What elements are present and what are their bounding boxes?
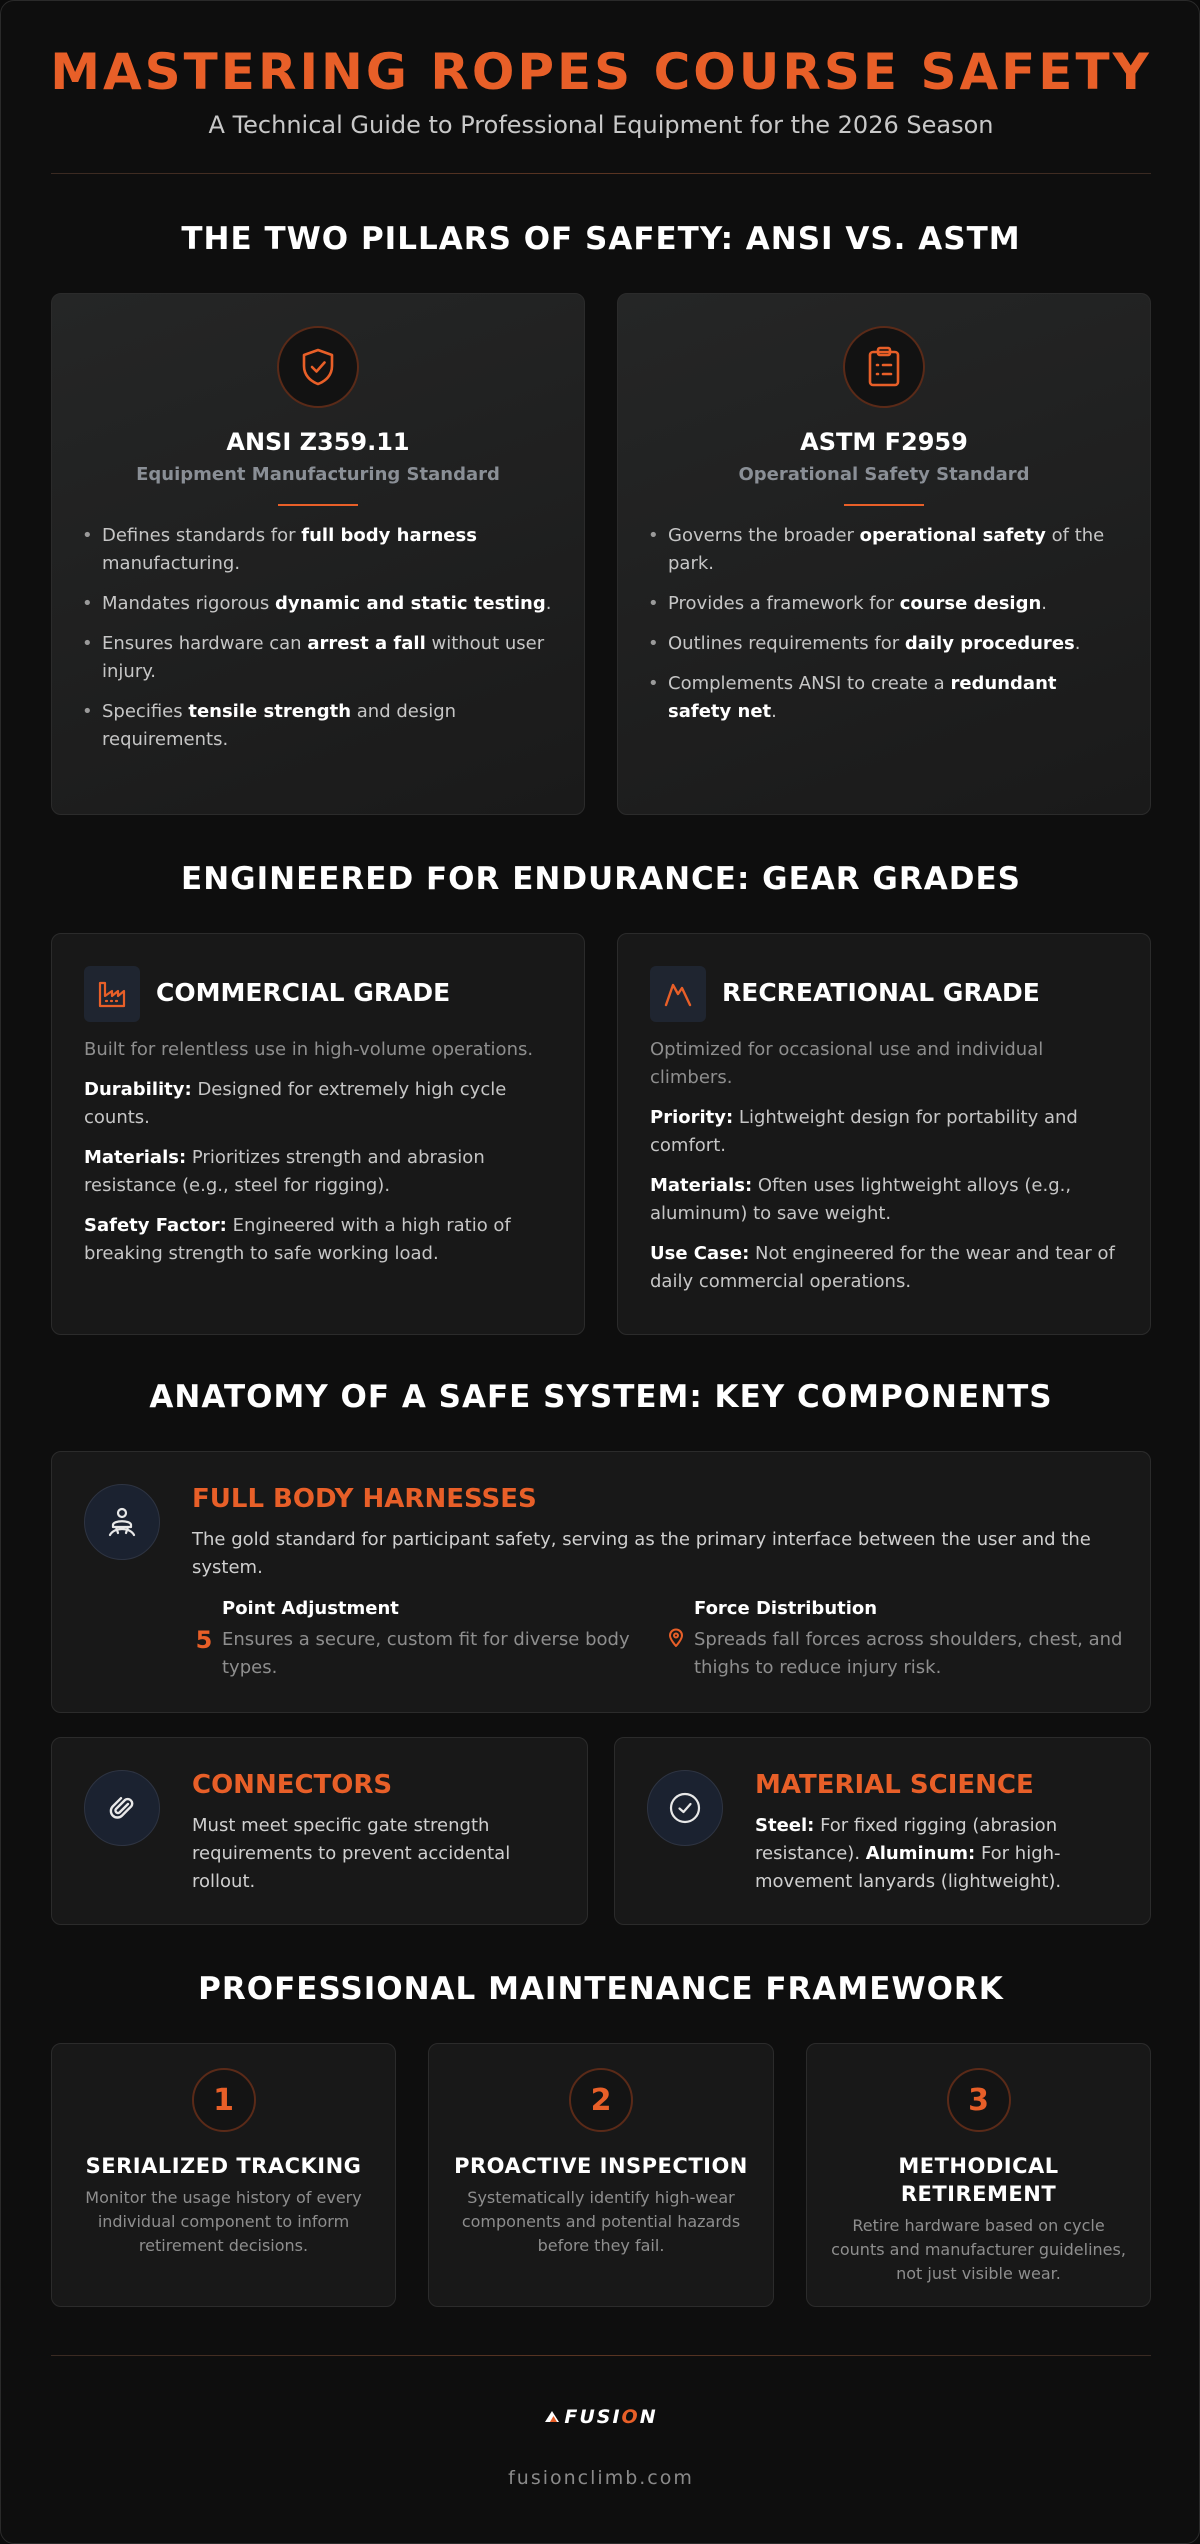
ansi-card [51, 293, 585, 815]
maintenance-section-title: PROFESSIONAL MAINTENANCE FRAMEWORK [198, 1971, 1004, 2007]
material-science-title: MATERIAL SCIENCE [755, 1770, 1034, 1800]
recreational-grade-point: Materials: Often uses lightweight alloys (e.g., aluminum) to save weight. [650, 1175, 1072, 1224]
step-description: Systematically identify high-wear components and potential hazards before they fail. [461, 2188, 741, 2255]
feature-point-adjustment [192, 1598, 662, 1688]
commercial-grade-card [51, 933, 585, 1335]
feature-description: Spreads fall forces across shoulders, chest, and thighs to reduce injury risk. [694, 1629, 1123, 1678]
recreational-grade-card [617, 933, 1151, 1335]
factory-icon [84, 966, 140, 1022]
astm-card [617, 293, 1151, 815]
maintenance-step-card [806, 2043, 1151, 2307]
header-divider [51, 173, 1151, 174]
fusion-logo: FUSION [1, 2406, 1200, 2428]
ansi-accent-line [278, 504, 358, 506]
maintenance-step-card [428, 2043, 774, 2307]
feature-description: Ensures a secure, custom fit for diverse body types. [222, 1629, 630, 1678]
harness-description: The gold standard for participant safety, serving as the primary interface between the user and the system. [192, 1529, 1091, 1578]
step-number: 3 [947, 2068, 1011, 2132]
connectors-title: CONNECTORS [192, 1770, 393, 1800]
clipboard-list-icon [843, 326, 925, 408]
commercial-grade-point: Materials: Prioritizes strength and abrasion resistance (e.g., steel for rigging). [84, 1147, 485, 1196]
recreational-grade-intro: Optimized for occasional use and individual climbers. [650, 1039, 1044, 1088]
feature-number: 5 [195, 1626, 213, 1654]
feature-title: Force Distribution [694, 1598, 878, 1619]
step-title: METHODICAL RETIREMENT [898, 2154, 1059, 2206]
connectors-card [51, 1737, 588, 1925]
grades-section-title: ENGINEERED FOR ENDURANCE: GEAR GRADES [181, 861, 1021, 897]
footer-url: fusionclimb.com [508, 2467, 694, 2489]
harness-card [51, 1451, 1151, 1713]
map-pin-icon [664, 1626, 688, 1654]
list-item: • Provides a framework for course design. [648, 590, 1120, 618]
feature-force-distribution [664, 1598, 1134, 1688]
astm-subtitle: Operational Safety Standard [738, 464, 1030, 485]
material-science-description: Steel: For fixed rigging (abrasion resistance). Aluminum: For high-movement lanyards (lightweight). [755, 1815, 1062, 1892]
list-item: • Outlines requirements for daily procedures. [648, 630, 1120, 658]
check-circle-icon [647, 1770, 723, 1846]
recreational-grade-point: Use Case: Not engineered for the wear and tear of daily commercial operations. [650, 1243, 1115, 1292]
components-section-title: ANATOMY OF A SAFE SYSTEM: KEY COMPONENTS [149, 1379, 1053, 1415]
shield-check-icon [277, 326, 359, 408]
feature-title: Point Adjustment [222, 1598, 399, 1619]
page-title: MASTERING ROPES COURSE SAFETY [50, 43, 1152, 101]
ansi-subtitle: Equipment Manufacturing Standard [136, 464, 500, 485]
step-description: Retire hardware based on cycle counts and manufacturer guidelines, not just visible wear. [831, 2216, 1126, 2283]
list-item: • Mandates rigorous dynamic and static testing. [82, 590, 554, 618]
harness-title: FULL BODY HARNESSES [192, 1484, 537, 1514]
list-item: • Governs the broader operational safety of the park. [648, 522, 1120, 578]
step-number: 2 [569, 2068, 633, 2132]
commercial-grade-point: Durability: Designed for extremely high cycle counts. [84, 1079, 507, 1128]
commercial-grade-point: Safety Factor: Engineered with a high ratio of breaking strength to safe working load. [84, 1215, 511, 1264]
list-item: • Ensures hardware can arrest a fall without user injury. [82, 630, 554, 686]
commercial-grade-title: COMMERCIAL GRADE [156, 978, 451, 1007]
harness-icon [84, 1484, 160, 1560]
mountain-icon [650, 966, 706, 1022]
recreational-grade-point: Priority: Lightweight design for portability and comfort. [650, 1107, 1078, 1156]
commercial-grade-intro: Built for relentless use in high-volume operations. [84, 1039, 534, 1060]
logo-mark-icon [544, 2408, 560, 2424]
astm-name: ASTM F2959 [800, 428, 968, 456]
recreational-grade-title: RECREATIONAL GRADE [722, 978, 1040, 1007]
footer-divider [51, 2355, 1151, 2356]
material-science-card [614, 1737, 1151, 1925]
paperclip-icon [84, 1770, 160, 1846]
list-item: • Defines standards for full body harness manufacturing. [82, 522, 554, 578]
page-subtitle: A Technical Guide to Professional Equipment for the 2026 Season [208, 111, 994, 139]
astm-accent-line [844, 504, 924, 506]
step-title: PROACTIVE INSPECTION [454, 2154, 748, 2178]
maintenance-step-card [51, 2043, 396, 2307]
list-item: • Specifies tensile strength and design requirements. [82, 698, 554, 754]
step-title: SERIALIZED TRACKING [85, 2154, 362, 2178]
step-number: 1 [192, 2068, 256, 2132]
astm-list [648, 522, 1120, 738]
ansi-name: ANSI Z359.11 [226, 428, 410, 456]
connectors-description: Must meet specific gate strength requirements to prevent accidental rollout. [192, 1815, 511, 1892]
pillars-section-title: THE TWO PILLARS OF SAFETY: ANSI VS. ASTM [181, 221, 1021, 257]
step-description: Monitor the usage history of every individual component to inform retirement decisions. [85, 2188, 362, 2255]
ansi-list [82, 522, 554, 766]
list-item: • Complements ANSI to create a redundant safety net. [648, 670, 1120, 726]
